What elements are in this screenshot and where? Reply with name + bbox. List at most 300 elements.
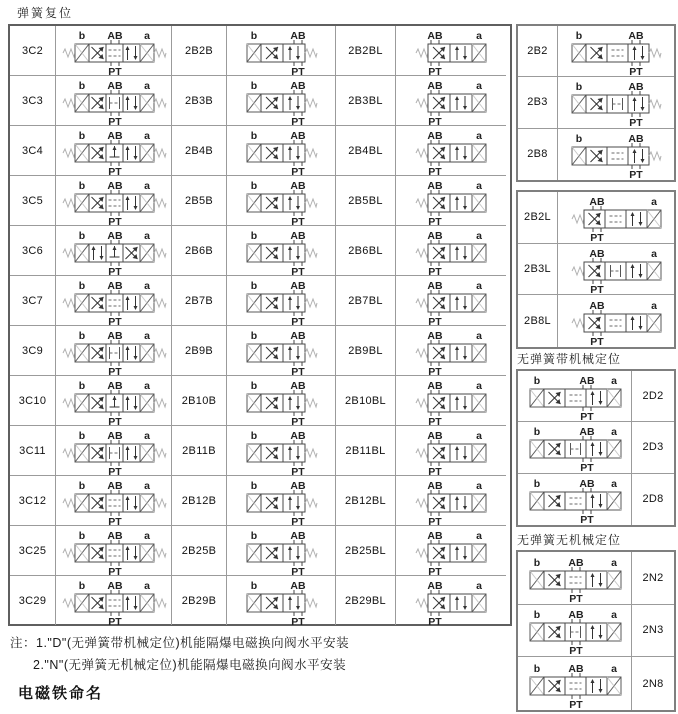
valve-symbol-cell <box>518 474 632 525</box>
hydraulic-valve-icon <box>57 326 171 378</box>
svg-text:b: b <box>250 80 257 92</box>
valve-code: 2D2 <box>642 390 664 403</box>
svg-text:b: b <box>78 180 85 192</box>
svg-text:AB: AB <box>106 530 123 542</box>
valve-table-2b-single <box>516 24 676 182</box>
svg-text:AB: AB <box>106 580 123 592</box>
hydraulic-valve-icon <box>57 376 171 428</box>
valve-symbol-cell <box>396 126 506 176</box>
valve-symbol <box>56 176 171 228</box>
svg-text:b: b <box>78 480 85 492</box>
hydraulic-valve-icon <box>57 426 171 478</box>
svg-text:AB: AB <box>106 130 123 142</box>
valve-code-cell <box>172 276 227 326</box>
svg-text:AB: AB <box>427 130 443 142</box>
valve-code: 2B25BL <box>345 544 386 557</box>
svg-text:AB: AB <box>567 662 584 675</box>
valve-code: 2D3 <box>642 441 664 454</box>
valve-code-cell <box>336 176 396 226</box>
valve-symbol-cell <box>396 576 506 628</box>
svg-text:a: a <box>143 530 150 542</box>
svg-text:a: a <box>476 430 482 442</box>
valve-symbol-cell <box>558 129 674 180</box>
svg-text:AB: AB <box>589 196 605 209</box>
valve-code: 3C9 <box>21 344 44 357</box>
valve-symbol-cell <box>56 476 172 526</box>
svg-text:PT: PT <box>428 616 442 628</box>
hydraulic-valve-icon <box>397 276 505 328</box>
svg-text:b: b <box>250 580 257 592</box>
svg-text:PT: PT <box>579 514 594 527</box>
valve-code: 3C6 <box>21 244 44 257</box>
valve-code: 3C4 <box>21 144 44 157</box>
hydraulic-valve-icon <box>228 126 335 178</box>
valve-symbol-cell <box>56 576 172 628</box>
svg-text:a: a <box>476 230 482 242</box>
svg-text:a: a <box>610 375 617 388</box>
valve-code-cell <box>518 129 558 180</box>
valve-code: 2B11B <box>182 444 216 457</box>
svg-text:AB: AB <box>289 530 306 542</box>
svg-text:a: a <box>610 478 617 491</box>
valve-symbol-cell <box>56 26 172 76</box>
valve-symbol-cell <box>227 426 336 476</box>
svg-text:PT: PT <box>428 66 442 78</box>
svg-text:AB: AB <box>567 609 584 622</box>
hydraulic-valve-icon <box>562 26 670 79</box>
valve-code-cell <box>632 474 674 525</box>
svg-text:AB: AB <box>106 80 123 92</box>
valve-symbol <box>227 326 335 378</box>
svg-text:PT: PT <box>290 516 305 528</box>
valve-code-cell <box>172 376 227 426</box>
svg-text:PT: PT <box>107 566 122 578</box>
svg-text:AB: AB <box>289 230 306 242</box>
valve-code: 2N2 <box>642 571 664 584</box>
valve-code: 3C25 <box>18 544 47 557</box>
valve-code: 3C3 <box>21 94 44 107</box>
svg-text:AB: AB <box>628 133 644 146</box>
svg-text:AB: AB <box>427 580 443 592</box>
valve-code-cell <box>518 192 558 244</box>
valve-symbol-cell <box>558 26 674 77</box>
valve-symbol-cell <box>558 77 674 128</box>
valve-code: 2B9B <box>184 344 214 357</box>
valve-code-cell <box>172 226 227 276</box>
valve-symbol <box>227 126 335 178</box>
svg-text:PT: PT <box>290 66 305 78</box>
svg-text:AB: AB <box>289 80 306 92</box>
svg-text:AB: AB <box>106 30 123 42</box>
valve-code-cell <box>336 226 396 276</box>
hydraulic-valve-icon <box>228 76 335 128</box>
valve-code-cell <box>632 657 674 710</box>
valve-symbol-cell <box>227 176 336 226</box>
valve-symbol-cell <box>56 126 172 176</box>
svg-text:a: a <box>476 580 482 592</box>
valve-symbol <box>558 192 674 243</box>
valve-symbol-cell <box>56 326 172 376</box>
valve-code: 2B11BL <box>345 444 386 457</box>
section-title-solenoid-naming: 电磁铁命名 <box>18 685 104 702</box>
svg-text:AB: AB <box>106 380 123 392</box>
svg-text:b: b <box>533 375 540 388</box>
valve-code: 2B29BL <box>345 594 386 607</box>
valve-symbol-cell <box>56 426 172 476</box>
valve-symbol-cell <box>396 326 506 376</box>
valve-symbol <box>56 126 171 178</box>
valve-code-cell <box>518 26 558 77</box>
hydraulic-valve-icon <box>521 659 629 709</box>
valve-code: 2B4B <box>184 144 214 157</box>
svg-text:b: b <box>78 330 85 342</box>
valve-symbol-cell <box>518 371 632 422</box>
svg-text:a: a <box>651 196 657 209</box>
svg-text:AB: AB <box>589 300 605 313</box>
valve-code-cell <box>632 422 674 473</box>
svg-text:PT: PT <box>428 566 442 578</box>
svg-text:a: a <box>476 380 482 392</box>
valve-symbol-cell <box>396 526 506 576</box>
valve-code-cell <box>172 176 227 226</box>
valve-code: 2B8L <box>524 315 551 328</box>
svg-text:a: a <box>143 480 150 492</box>
svg-text:a: a <box>651 247 657 260</box>
hydraulic-valve-icon <box>397 176 505 228</box>
svg-text:AB: AB <box>427 430 443 442</box>
svg-text:b: b <box>250 30 257 42</box>
valve-table-spring-return <box>8 24 512 626</box>
hydraulic-valve-icon <box>397 326 505 378</box>
valve-code: 2B12B <box>181 494 217 507</box>
valve-code-cell <box>10 276 56 326</box>
hydraulic-valve-icon <box>397 426 505 478</box>
valve-symbol <box>558 77 674 130</box>
valve-symbol-cell <box>518 552 632 605</box>
svg-text:b: b <box>78 580 85 592</box>
svg-text:PT: PT <box>107 216 122 228</box>
valve-symbol <box>56 376 171 428</box>
valve-symbol <box>558 26 674 79</box>
valve-code-cell <box>10 76 56 126</box>
valve-symbol <box>227 176 335 228</box>
svg-text:PT: PT <box>107 466 122 478</box>
valve-code-cell <box>10 326 56 376</box>
hydraulic-valve-icon <box>397 526 505 578</box>
valve-code-cell <box>336 576 396 625</box>
valve-code-cell <box>336 426 396 476</box>
valve-code-cell <box>172 426 227 476</box>
svg-text:a: a <box>651 300 657 313</box>
valve-code-cell <box>10 426 56 476</box>
valve-symbol <box>56 76 171 128</box>
svg-text:PT: PT <box>629 117 643 130</box>
valve-symbol <box>396 376 506 428</box>
valve-symbol <box>396 276 506 328</box>
valve-code: 2B10B <box>181 394 217 407</box>
valve-code: 2N8 <box>642 677 664 690</box>
valve-code-cell <box>632 552 674 605</box>
valve-symbol-cell <box>227 576 336 628</box>
svg-text:PT: PT <box>428 366 442 378</box>
hydraulic-valve-icon <box>562 296 670 349</box>
valve-symbol <box>227 26 335 78</box>
hydraulic-valve-icon <box>228 326 335 378</box>
svg-text:AB: AB <box>589 247 605 260</box>
svg-text:a: a <box>610 662 617 675</box>
valve-code: 2D8 <box>642 493 664 506</box>
svg-text:a: a <box>143 580 150 592</box>
valve-code: 2B4BL <box>348 144 383 157</box>
svg-text:PT: PT <box>290 166 305 178</box>
valve-symbol-cell <box>56 376 172 426</box>
svg-text:a: a <box>610 556 617 569</box>
valve-code: 2B29B <box>181 594 217 607</box>
hydraulic-valve-icon <box>228 26 335 78</box>
section-title-detent: 无弹簧带机械定位 <box>517 352 622 366</box>
valve-code: 2B2BL <box>348 44 383 57</box>
svg-text:AB: AB <box>427 480 443 492</box>
svg-text:AB: AB <box>106 330 123 342</box>
svg-text:a: a <box>476 130 482 142</box>
svg-text:AB: AB <box>427 30 443 42</box>
svg-text:AB: AB <box>289 330 306 342</box>
svg-text:AB: AB <box>106 480 123 492</box>
svg-text:PT: PT <box>590 283 604 296</box>
hydraulic-valve-icon <box>521 422 629 475</box>
svg-text:PT: PT <box>107 316 122 328</box>
svg-text:PT: PT <box>629 66 643 79</box>
hydraulic-valve-icon <box>57 476 171 528</box>
svg-text:AB: AB <box>289 30 306 42</box>
valve-code: 2B8 <box>527 148 548 161</box>
valve-symbol-cell <box>396 476 506 526</box>
svg-text:a: a <box>143 430 150 442</box>
hydraulic-valve-icon <box>228 576 335 628</box>
svg-text:PT: PT <box>579 462 594 475</box>
svg-text:PT: PT <box>107 116 122 128</box>
svg-text:AB: AB <box>427 530 443 542</box>
valve-code-cell <box>518 77 558 128</box>
valve-code-cell <box>10 526 56 576</box>
valve-code: 2B10BL <box>345 394 386 407</box>
valve-code: 2B2L <box>524 211 551 224</box>
svg-text:AB: AB <box>106 180 123 192</box>
valve-symbol <box>227 276 335 328</box>
valve-code-cell <box>10 476 56 526</box>
valve-code-cell <box>632 371 674 422</box>
hydraulic-valve-icon <box>521 605 629 658</box>
valve-symbol-cell <box>558 244 674 296</box>
valve-symbol <box>227 526 335 578</box>
valve-symbol <box>518 552 631 604</box>
svg-text:PT: PT <box>428 266 442 278</box>
svg-text:PT: PT <box>290 416 305 428</box>
valve-code: 2B2 <box>527 45 548 58</box>
valve-symbol-cell <box>56 176 172 226</box>
hydraulic-valve-icon <box>57 276 171 328</box>
svg-text:PT: PT <box>590 232 604 245</box>
hydraulic-valve-icon <box>562 244 670 294</box>
valve-symbol-cell <box>56 276 172 326</box>
valve-code-cell <box>10 26 56 76</box>
valve-symbol <box>227 376 335 428</box>
valve-symbol-cell <box>396 176 506 226</box>
svg-text:AB: AB <box>567 556 584 569</box>
svg-text:AB: AB <box>106 280 123 292</box>
svg-text:a: a <box>610 426 617 439</box>
valve-code-cell <box>336 76 396 126</box>
svg-text:a: a <box>143 180 150 192</box>
svg-text:PT: PT <box>428 416 442 428</box>
svg-text:b: b <box>250 530 257 542</box>
valve-symbol <box>56 526 171 578</box>
valve-symbol-cell <box>558 192 674 244</box>
valve-code-cell <box>172 326 227 376</box>
svg-text:AB: AB <box>289 480 306 492</box>
svg-text:a: a <box>610 609 617 622</box>
valve-symbol-cell <box>518 605 632 658</box>
valve-symbol <box>518 605 631 657</box>
hydraulic-valve-icon <box>521 371 629 424</box>
svg-text:b: b <box>250 380 257 392</box>
hydraulic-valve-icon <box>521 474 629 527</box>
valve-symbol <box>396 126 506 178</box>
svg-text:PT: PT <box>290 116 305 128</box>
svg-text:PT: PT <box>107 616 122 628</box>
svg-text:AB: AB <box>578 375 595 388</box>
svg-text:AB: AB <box>289 380 306 392</box>
hydraulic-valve-icon <box>397 476 505 528</box>
svg-text:AB: AB <box>628 81 644 94</box>
svg-text:PT: PT <box>568 592 583 605</box>
valve-symbol-cell <box>227 76 336 126</box>
svg-text:a: a <box>143 80 150 92</box>
svg-text:AB: AB <box>628 30 644 43</box>
svg-text:PT: PT <box>428 166 442 178</box>
valve-code: 2B2B <box>184 44 214 57</box>
hydraulic-valve-icon <box>228 426 335 478</box>
svg-text:b: b <box>78 130 85 142</box>
svg-text:b: b <box>533 609 540 622</box>
svg-text:a: a <box>476 280 482 292</box>
hydraulic-valve-icon <box>397 576 505 628</box>
hydraulic-valve-icon <box>57 176 171 228</box>
svg-text:b: b <box>533 426 540 439</box>
valve-code-cell <box>172 526 227 576</box>
svg-text:AB: AB <box>578 426 595 439</box>
valve-code: 2B6BL <box>348 244 383 257</box>
valve-code: 3C5 <box>21 194 44 207</box>
svg-text:PT: PT <box>290 566 305 578</box>
valve-symbol <box>518 371 631 424</box>
valve-code-cell <box>10 576 56 625</box>
valve-code: 2B3L <box>524 262 551 275</box>
valve-symbol <box>518 657 631 710</box>
svg-text:AB: AB <box>427 80 443 92</box>
valve-symbol <box>518 474 631 525</box>
svg-text:b: b <box>250 430 257 442</box>
valve-code-cell <box>172 126 227 176</box>
svg-text:a: a <box>143 130 150 142</box>
svg-text:a: a <box>143 230 150 242</box>
svg-text:b: b <box>250 480 257 492</box>
svg-text:PT: PT <box>107 66 122 78</box>
valve-code-cell <box>10 176 56 226</box>
hydraulic-valve-icon <box>228 376 335 428</box>
valve-symbol-cell <box>396 76 506 126</box>
svg-text:AB: AB <box>427 180 443 192</box>
note-line-2: 2."N"(无弹簧无机械定位)机能隔爆电磁换向阀水平安装 <box>33 658 347 672</box>
svg-text:b: b <box>575 133 583 146</box>
hydraulic-valve-icon <box>57 226 171 278</box>
hydraulic-valve-icon <box>397 126 505 178</box>
svg-text:AB: AB <box>427 330 443 342</box>
valve-symbol <box>56 26 171 78</box>
valve-symbol <box>518 422 631 475</box>
svg-text:PT: PT <box>590 336 604 349</box>
valve-code: 2B3BL <box>348 94 383 107</box>
svg-text:AB: AB <box>106 430 123 442</box>
svg-text:a: a <box>143 30 150 42</box>
svg-text:PT: PT <box>290 266 305 278</box>
valve-code: 2B25B <box>181 544 217 557</box>
svg-text:AB: AB <box>106 230 123 242</box>
valve-code: 2B12BL <box>345 494 386 507</box>
valve-symbol-cell <box>227 526 336 576</box>
valve-code: 3C10 <box>18 394 47 407</box>
valve-symbol <box>227 76 335 128</box>
svg-text:PT: PT <box>290 466 305 478</box>
valve-symbol-cell <box>396 426 506 476</box>
valve-symbol <box>56 576 171 628</box>
valve-code-cell <box>172 26 227 76</box>
valve-symbol-cell <box>227 26 336 76</box>
svg-text:b: b <box>533 556 540 569</box>
valve-code-cell <box>10 126 56 176</box>
svg-text:b: b <box>250 280 257 292</box>
valve-code-cell <box>336 376 396 426</box>
valve-symbol <box>396 526 506 578</box>
hydraulic-valve-icon <box>57 526 171 578</box>
valve-code: 3C12 <box>18 494 47 507</box>
valve-code: 2B6B <box>184 244 214 257</box>
svg-text:AB: AB <box>289 130 306 142</box>
valve-code-cell <box>172 76 227 126</box>
valve-symbol <box>558 129 674 180</box>
valve-code: 2B9BL <box>348 344 383 357</box>
svg-text:PT: PT <box>290 316 305 328</box>
valve-code: 3C11 <box>19 444 46 457</box>
hydraulic-valve-icon <box>57 26 171 78</box>
valve-code-cell <box>336 476 396 526</box>
valve-symbol <box>227 576 335 628</box>
valve-symbol <box>227 426 335 478</box>
svg-text:a: a <box>476 330 482 342</box>
svg-text:a: a <box>476 80 482 92</box>
svg-text:b: b <box>250 230 257 242</box>
svg-text:PT: PT <box>107 516 122 528</box>
section-title-spring-return: 弹簧复位 <box>17 6 74 20</box>
valve-symbol <box>227 226 335 278</box>
hydraulic-valve-icon <box>521 553 629 603</box>
valve-code-cell <box>172 576 227 625</box>
valve-code-cell <box>336 326 396 376</box>
valve-table-2bl-single <box>516 190 676 349</box>
valve-symbol-cell <box>396 376 506 426</box>
valve-symbol <box>396 426 506 478</box>
svg-text:PT: PT <box>107 166 122 178</box>
